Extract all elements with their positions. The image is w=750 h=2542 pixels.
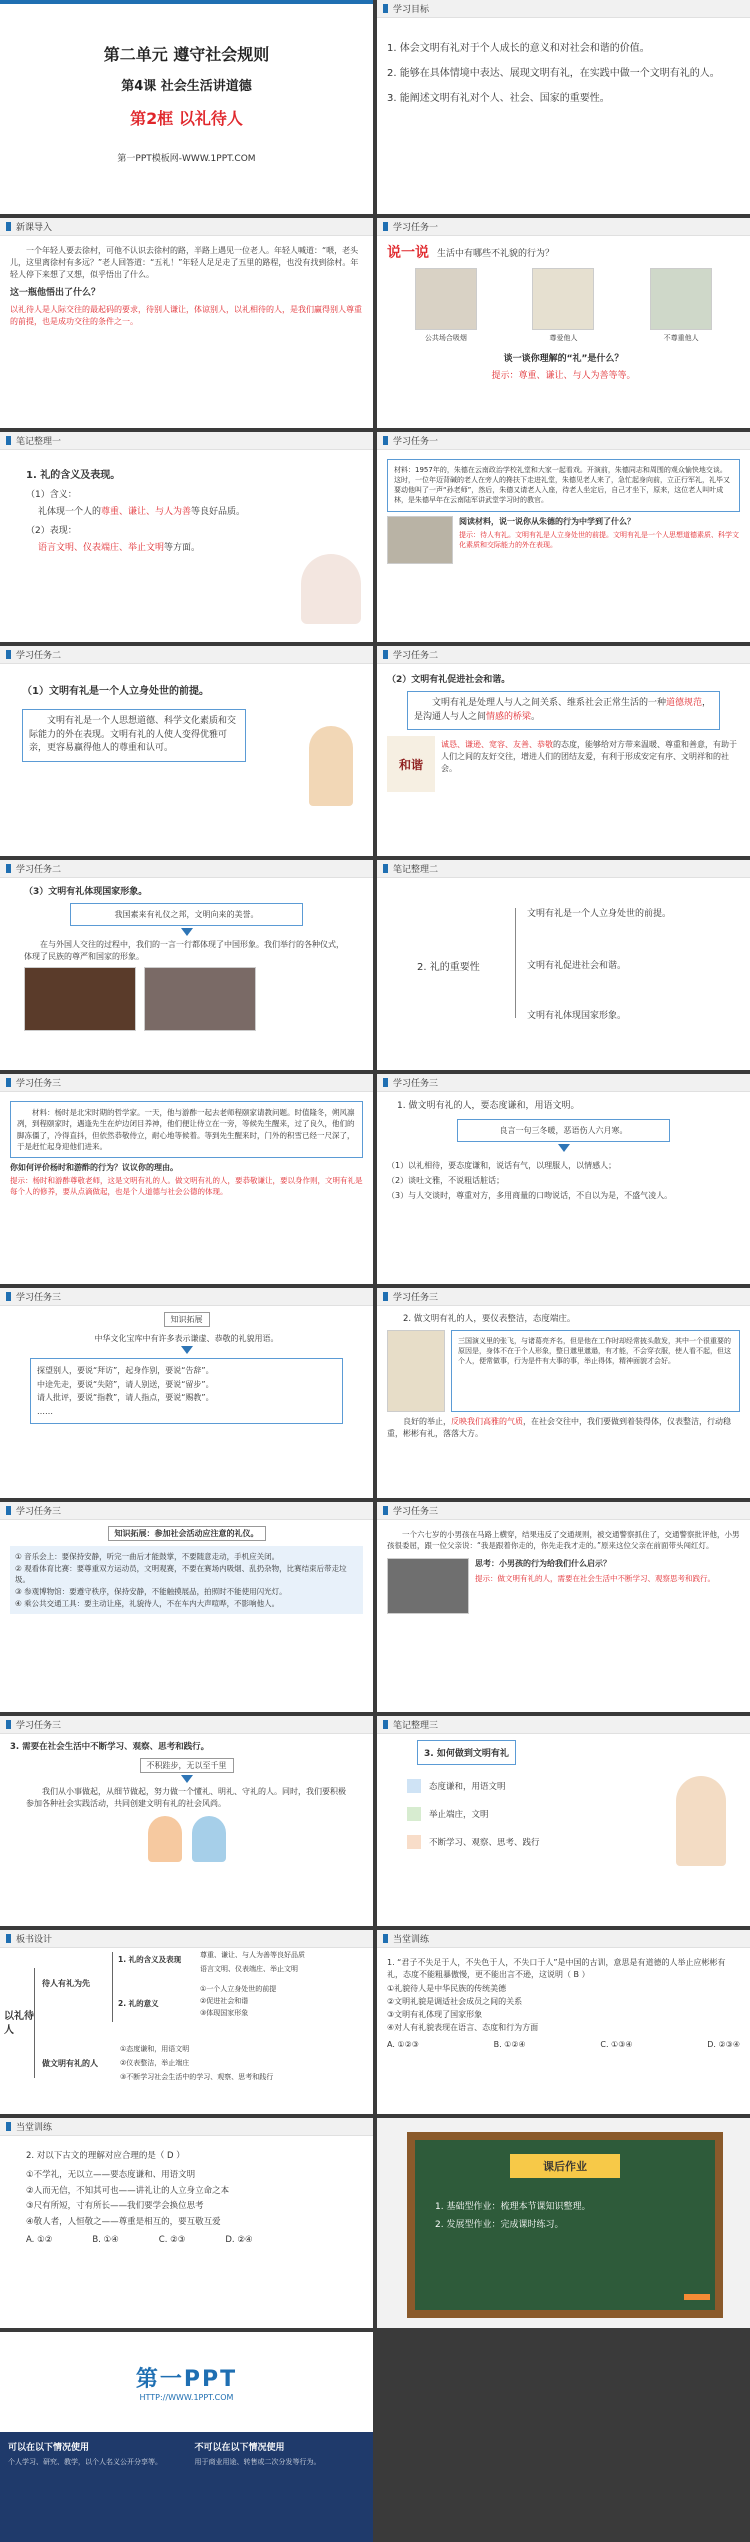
site-text: 第一PPT模板网-WWW.1PPT.COM — [117, 154, 256, 164]
story-text: 一个年轻人要去徐村，可他不认识去徐村的路，半路上遇见一位老人。年轻人喊道：“喂，老头儿，这里离徐村有多远？”老人回答道：“五礼！”年轻人足足走了五里的路程，也没有找到徐村。年轻人停下来想了又想，似乎悟出了什么。 — [10, 246, 359, 279]
point-text: 我们从小事做起，从细节做起，努力做一个懂礼、明礼、守礼的人。同时，我们要积极参加各种社会实践活动，共同创建文明有礼的社会风尚。 — [26, 1787, 346, 1808]
slide-header — [0, 646, 373, 664]
brand-logo: 第一PPT — [135, 2367, 238, 2392]
hint-text: 提示：杨时和游酢尊敬老师，这是文明有礼的人。做文明有礼的人，要恭敬谦让，要以身作则，文明有礼是每个人的修养，要从点滴做起，也是个人道德与社会公德的体现。 — [10, 1176, 363, 1196]
say-title: 说一说 — [387, 245, 429, 261]
point-heading: 文明有礼促进社会和谐。 — [411, 675, 511, 685]
hint-text: 提示：尊重、谦让、与人为善等等。 — [491, 371, 636, 381]
question-text: 思考：小男孩的行为给我们什么启示？ — [475, 1558, 611, 1568]
expression-label: （2）表现： — [26, 526, 77, 536]
street-photo — [387, 1558, 469, 1614]
slide-task3-b — [377, 1074, 750, 1284]
arrow-icon — [558, 1144, 570, 1152]
meaning-end: 等良好品质。 — [191, 506, 246, 517]
slide-header — [377, 1074, 750, 1092]
header-text: 学习任务二 — [393, 651, 439, 661]
point-heading: 2. 做文明有礼的人，要仪表整洁，态度端庄。 — [403, 1314, 576, 1324]
brand-url: HTTP://WWW.1PPT.COM — [139, 2393, 234, 2402]
board-detail: 尊重、谦让、与人为善等良好品质 — [200, 1951, 305, 1959]
unit-title: 第二单元 遵守社会规则 — [103, 45, 270, 64]
slide-task3-f — [377, 1502, 750, 1712]
expression-end: 等方面。 — [164, 542, 201, 553]
header-text: 笔记整理三 — [393, 1721, 439, 1731]
chalkboard — [407, 2132, 723, 2318]
slide-header — [0, 2118, 373, 2136]
board-detail: 语言文明、仪表端庄、举止文明 — [200, 1965, 298, 1973]
point-heading: 1. 做文明有礼的人，要态度谦和，用语文明。 — [397, 1101, 580, 1111]
notes-heading: 1. 礼的含义及表现。 — [26, 470, 121, 481]
slide-task2-b — [377, 646, 750, 856]
story-box: 三国演义里的张飞，与诸葛亮齐名，但是他在工作时却经常披头散发，其中一个很重要的原因是，身体不在于个人形象，整日邋里邋遢，有才能，不会穿衣服，使人看不起，但这个人，便常做事，行为是件有大事的事，举止得体，精神面貌才会好。 — [451, 1330, 740, 1412]
objective-item: 2. 能够在具体情境中表达、展现文明有礼，在实践中做一个文明有礼的人。 — [387, 68, 720, 79]
header-text: 学习任务一 — [393, 437, 439, 447]
homework-item: 1. 基础型作业：梳理本节课知识整理。 — [435, 2202, 591, 2212]
board-root: 以礼待人 — [4, 2011, 34, 2036]
board-detail: ②促进社会和谐 — [200, 1997, 249, 2005]
header-text: 学习任务三 — [16, 1507, 62, 1517]
arrow-icon — [181, 1775, 193, 1783]
board-branch: 做文明有礼的人 — [42, 2059, 98, 2068]
box-text: 文明有礼是处理人与人之间关系、维系社会正常生活的一种 — [432, 698, 667, 708]
slide-notes2 — [377, 860, 750, 1070]
fireworks-photo — [24, 967, 136, 1031]
point-item: （2）谈吐文雅，不说粗话脏话； — [387, 1176, 505, 1185]
board-leaf: 1. 礼的含义及表现 — [118, 1955, 182, 1964]
point-heading: 3. 需要在社会生活中不断学习、观察、思考和践行。 — [10, 1742, 210, 1752]
option-item: ④敬人者，人恒敬之——尊重是相互的，要互敬互爱 — [26, 2217, 221, 2227]
howto-item: 举止端庄，文明 — [429, 1810, 489, 1820]
ceremony-photo — [144, 967, 256, 1031]
slide-task3-d — [377, 1288, 750, 1498]
caption: 尊爱他人 — [549, 334, 578, 342]
choice-d[interactable]: D. ②④ — [225, 2234, 253, 2245]
smoking-image — [415, 268, 477, 330]
meaning-red: 尊重、谦让、与人为善 — [101, 506, 192, 517]
header-text: 学习任务三 — [393, 1293, 439, 1303]
material-box: 材料：杨时是北宋时期的哲学家。一天，他与游酢一起去老师程颐家请教问题。时值隆冬，朔风凛冽，到程颐家时，遇逢先生在炉边闭目养神，他们便让侍立在一旁，等候先生醒来，过了良久，他们的脚冻僵了，冷得直抖，但依然恭敬侍立，耐心地等候着。等到先生醒来时，门外的积雪已经一尺深了，于是赶忙起身迎他们进来。 — [10, 1101, 363, 1158]
slide-header — [0, 860, 373, 878]
slide-board — [0, 1930, 373, 2114]
slide-task3-a — [0, 1074, 373, 1284]
polite-line: 中途先走，要说“失陪”，请人别送，要说“留步”。 — [37, 1379, 214, 1389]
box-text: 。 — [531, 711, 541, 722]
arrow-icon — [181, 1346, 193, 1354]
choice-d[interactable]: D. ②③④ — [707, 2040, 740, 2050]
board-leaf: 2. 礼的意义 — [118, 1999, 159, 2008]
objective-item: 3. 能阐述文明有礼对个人、社会、国家的重要性。 — [387, 93, 610, 104]
point-number: （2） — [387, 675, 412, 685]
meaning-label: （1）含义： — [26, 490, 77, 500]
header-text: 学习任务三 — [16, 1721, 62, 1731]
header-text: 学习任务二 — [16, 651, 62, 661]
slide-task1-material — [377, 432, 750, 642]
question-text: 你如何评价杨时和游酢的行为？议议你的理由。 — [10, 1163, 178, 1172]
slide-header — [0, 1502, 373, 1520]
use-disallowed-heading: 不可以在以下情况使用 — [194, 2443, 285, 2453]
option-item: ②文明礼貌是调适社会成员之间的关系 — [387, 1997, 523, 2007]
board-detail: ①一个人立身处世的前提 — [200, 1985, 277, 1993]
use-allowed-heading: 可以在以下情况使用 — [8, 2443, 90, 2453]
point-text: ，在社会交往中，我们要做到着装得体，仪表整洁，行动稳重，彬彬有礼，落落大方。 — [387, 1417, 731, 1438]
use-allowed-text: 个人学习、研究、教学，以个人名义公开分享等。 — [8, 2458, 162, 2466]
slide-header — [0, 432, 373, 450]
question-text: 这一瓶他悟出了什么？ — [10, 288, 101, 298]
slide-header — [377, 646, 750, 664]
illustration — [301, 554, 361, 624]
point-text: 良好的举止， — [403, 1417, 451, 1426]
proverb-tag: 不积跬步，无以至千里 — [140, 1758, 234, 1773]
harmony-logo: 和谐 — [387, 736, 435, 792]
slide-header — [377, 218, 750, 236]
question-text: 阅读材料，说一说你从朱德的行为中学到了什么？ — [459, 516, 635, 526]
header-text: 学习任务三 — [393, 1507, 439, 1517]
box-red: 情感的桥梁 — [486, 711, 532, 722]
box-red: 道德规范 — [666, 698, 703, 708]
expression-red: 语言文明、仪表端庄、举止文明 — [38, 542, 165, 553]
slide-footer — [0, 2332, 373, 2542]
slide-header — [377, 1716, 750, 1734]
bullet-icon — [407, 1835, 421, 1849]
slide-title — [0, 0, 373, 214]
boy-illustration — [309, 726, 353, 806]
people-illustration — [676, 1776, 726, 1866]
header-text: 学习任务三 — [393, 1079, 439, 1089]
choice-a[interactable]: A. ①②③ — [387, 2040, 419, 2050]
choice-b[interactable]: B. ①②④ — [493, 2040, 526, 2050]
slide-task3-e — [0, 1502, 373, 1712]
header-text: 板书设计 — [16, 1935, 53, 1945]
slide-task3-g — [0, 1716, 373, 1926]
point-heading: （1）文明有礼是一个人立身处世的前提。 — [22, 686, 209, 697]
header-text: 当堂训练 — [393, 1935, 430, 1945]
header-text: 学习任务三 — [16, 1293, 62, 1303]
hint-text: 提示：待人有礼。文明有礼是人立身处世的前提。文明有礼是一个人思想道德素质、科学文化素质和交际能力的外在表现。 — [459, 530, 739, 549]
importance-item: 文明有礼是一个人立身处世的前提。 — [527, 909, 672, 919]
slide-header — [0, 1074, 373, 1092]
bracket-line — [515, 908, 516, 1018]
etiquette-item: ④ 乘公共交通工具：要主动让座，礼貌待人，不在车内大声喧哗，不影响他人。 — [15, 1598, 280, 1608]
question-text: 生活中有哪些不礼貌的行为？ — [437, 248, 555, 259]
importance-item: 文明有礼促进社会和谐。 — [527, 961, 627, 971]
meaning-text: 礼体现一个人的 — [38, 506, 102, 517]
point-item: （1）以礼相待，要态度谦和，说话有气，以理服人，以情感人； — [387, 1161, 617, 1170]
header-text: 学习目标 — [393, 5, 430, 15]
option-item: ②人而无信，不知其可也——讲礼让的人立身立命之本 — [26, 2185, 230, 2196]
option-item: ①礼貌待人是中华民族的传统美德 — [387, 1984, 507, 1994]
material-box: 材料：1957年的，朱德在云南政治学校礼堂和大家一起看戏。开演前，朱德同志和周围的观众愉快地交谈。这时，一位年迈背碱的老人在旁人的搀扶下走进礼堂，朱德见老人来了，急忙起身向前，立正行军礼，礼毕又要动他叫了一声“孙老师”，然后，朱德又请老人入座，待老人坐定后，自己才坐下，原来，这位老人叫叶成林，是朱德早年在云南陆军讲武堂学习时的教官。 — [387, 459, 740, 512]
respect-image — [532, 268, 594, 330]
howto-item: 态度谦和，用语文明 — [429, 1782, 506, 1792]
objective-item: 1. 体会文明有礼对于个人成长的意义和对社会和谐的价值。 — [387, 43, 650, 54]
caption: 公共场合吸烟 — [424, 334, 467, 342]
bullet-icon — [407, 1807, 421, 1821]
answer-text: 以礼待人是人际交往的最起码的要求，待别人谦让，体谅别人，以礼相待的人，是我们赢得别人尊重的前提，也是成功交往的条件之一。 — [10, 304, 362, 326]
board-detail: ③体现国家形象 — [200, 2009, 249, 2017]
think-text: 谈一谈你理解的“礼”是什么？ — [503, 354, 624, 364]
slide-header — [0, 218, 373, 236]
box-text: ，是沟通人与人之间 — [414, 698, 712, 722]
board-detail: ②仪表整洁，举止端庄 — [120, 2059, 190, 2067]
choice-c[interactable]: C. ①③④ — [600, 2040, 633, 2050]
choice-c[interactable]: C. ②③ — [158, 2234, 186, 2245]
slide-practice1 — [377, 1930, 750, 2114]
polite-line: …… — [37, 1406, 53, 1416]
slide-header — [377, 1502, 750, 1520]
frame-title: 第2框 以礼待人 — [130, 109, 243, 128]
intro-text: 中华文化宝库中有许多表示谦虚、恭敬的礼貌用语。 — [94, 1334, 279, 1343]
point-red: 反映我们高雅的气质 — [451, 1417, 523, 1426]
use-disallowed-text: 用于商业用途、转售或二次分发等行为。 — [194, 2458, 321, 2466]
question-text: 1. “君子不失足于人，不失色于人，不失口于人”是中国的古训，意思是有道德的人举止应彬彬有礼，态度不能粗暴傲慢，更不能出言不逊，这说明（ B ） — [387, 1958, 726, 1979]
slide-notes1 — [0, 432, 373, 642]
header-text: 新课导入 — [16, 223, 53, 233]
slide-header — [377, 1930, 750, 1948]
homework-title: 课后作业 — [510, 2154, 620, 2178]
board-detail: ①态度谦和，用语文明 — [120, 2045, 190, 2053]
choice-b[interactable]: B. ①④ — [92, 2234, 119, 2245]
point-text: 在与外国人交往的过程中，我们的一言一行都体现了中国形象。我们举行的各种仪式，体现了民族的尊严和国家的形象。 — [24, 940, 344, 961]
option-item: ①不学礼，无以立——要态度谦和、用语文明 — [26, 2169, 196, 2180]
importance-item: 文明有礼体现国家形象。 — [527, 1011, 627, 1021]
bullet-icon — [407, 1779, 421, 1793]
extension-tag: 知识拓展 — [164, 1312, 210, 1327]
story-text: 一个六七岁的小男孩在马路上横穿，结果违反了交通规则，被交通警察抓住了，交通警察批评他，小男孩很委屈，跟一位父亲说：“我是跟着你走的，你先走我才走的。”原来这位父亲在前面带头闯红灯。 — [387, 1530, 740, 1551]
howto-item: 不断学习、观察、思考、践行 — [429, 1838, 540, 1848]
caption: 不尊重他人 — [663, 334, 699, 342]
homework-item: 2. 发展型作业：完成课时练习。 — [435, 2220, 564, 2230]
disrespect-image — [650, 268, 712, 330]
polite-line: 探望别人，要说“拜访”，起身作别，要说“告辞”。 — [37, 1366, 214, 1375]
slide-task1 — [377, 218, 750, 428]
proverb-box: 良言一句三冬暖，恶语伤人六月寒。 — [457, 1119, 670, 1142]
board-detail: ③不断学习社会生活中的学习、观察、思考和践行 — [120, 2073, 274, 2081]
slide-task3-c — [0, 1288, 373, 1498]
slide-intro — [0, 218, 373, 428]
lesson-title: 第4课 社会生活讲道德 — [121, 79, 252, 94]
option-item: ③尺有所短，寸有所长——我们要学会换位思考 — [26, 2201, 204, 2212]
child-illustration — [192, 1816, 226, 1862]
slide-header — [377, 0, 750, 18]
arrow-icon — [181, 928, 193, 936]
slide-notes3 — [377, 1716, 750, 1926]
board-branch: 待人有礼为先 — [42, 1979, 90, 1988]
slide-practice2 — [0, 2118, 373, 2328]
extension-tag: 知识拓展：参加社会活动应注意的礼仪。 — [108, 1526, 266, 1541]
chalk-icon — [684, 2294, 710, 2300]
point-box: 我国素来有礼仪之邦，文明向来的美誉。 — [70, 903, 303, 926]
polite-line: 请人批评，要说“指教”，请人指点，要说“赐教”。 — [37, 1393, 214, 1403]
header-text: 当堂训练 — [16, 2123, 53, 2133]
zhangfei-image — [387, 1330, 445, 1412]
hint-text: 提示：做文明有礼的人，需要在社会生活中不断学习、观察思考和践行。 — [475, 1573, 715, 1583]
choice-a[interactable]: A. ①② — [26, 2234, 53, 2245]
notes-heading: 3. 如何做到文明有礼 — [417, 1740, 516, 1765]
slide-header — [0, 1716, 373, 1734]
question-text: 2. 对以下古文的理解对应合理的是（ D ） — [26, 2151, 185, 2161]
slide-homework — [377, 2118, 750, 2328]
etiquette-item: ② 观看体育比赛：要尊重双方运动员，文明观赛，不要在赛场内吸烟、乱扔杂物，比赛结束后带走垃圾。 — [15, 1563, 347, 1585]
header-text: 学习任务三 — [16, 1079, 62, 1089]
etiquette-item: ③ 参观博物馆：要遵守秩序，保持安静，不能触摸展品，拍照时不能使用闪光灯。 — [15, 1586, 287, 1596]
attitude-red: 诚恳、谦逊、宽容、友善、恭敬 — [441, 740, 553, 749]
point-box: 文明有礼是一个人思想道德、科学文化素质和交际能力的外在表现。文明有礼的人使人变得优雅可亲，更容易赢得他人的尊重和认可。 — [22, 709, 246, 762]
slide-task2-a — [0, 646, 373, 856]
zhu-de-photo — [387, 516, 453, 564]
child-illustration — [148, 1816, 182, 1862]
importance-label: 2. 礼的重要性 — [417, 962, 480, 973]
slide-header — [377, 860, 750, 878]
option-item: ③文明有礼体现了国家形象 — [387, 2010, 483, 2020]
header-text: 学习任务二 — [16, 865, 62, 875]
option-item: ④对人有礼貌表现在语言、态度和行为方面 — [387, 2023, 539, 2033]
etiquette-item: ① 音乐会上：要保持安静，听完一曲后才能鼓掌，不要随意走动，手机应关闭。 — [15, 1552, 280, 1561]
slide-header — [377, 1288, 750, 1306]
slide-objectives — [377, 0, 750, 214]
header-text: 学习任务一 — [393, 223, 439, 233]
slide-header — [377, 432, 750, 450]
point-heading: （3）文明有礼体现国家形象。 — [24, 887, 148, 897]
header-text: 笔记整理一 — [16, 437, 62, 447]
attitude-text: 的态度，能够给对方带来温暖、尊重和善意，有助于人们之间的友好交往，增进人们的团结友爱，有利于形成安定有序、文明祥和的社会。 — [441, 740, 737, 773]
point-item: （3）与人交谈时，尊重对方，多用商量的口吻说话，不自以为是，不盛气凌人。 — [387, 1191, 673, 1200]
slide-header — [0, 1288, 373, 1306]
slide-task2-c — [0, 860, 373, 1070]
header-text: 笔记整理二 — [393, 865, 439, 875]
slide-header — [0, 1930, 373, 1948]
